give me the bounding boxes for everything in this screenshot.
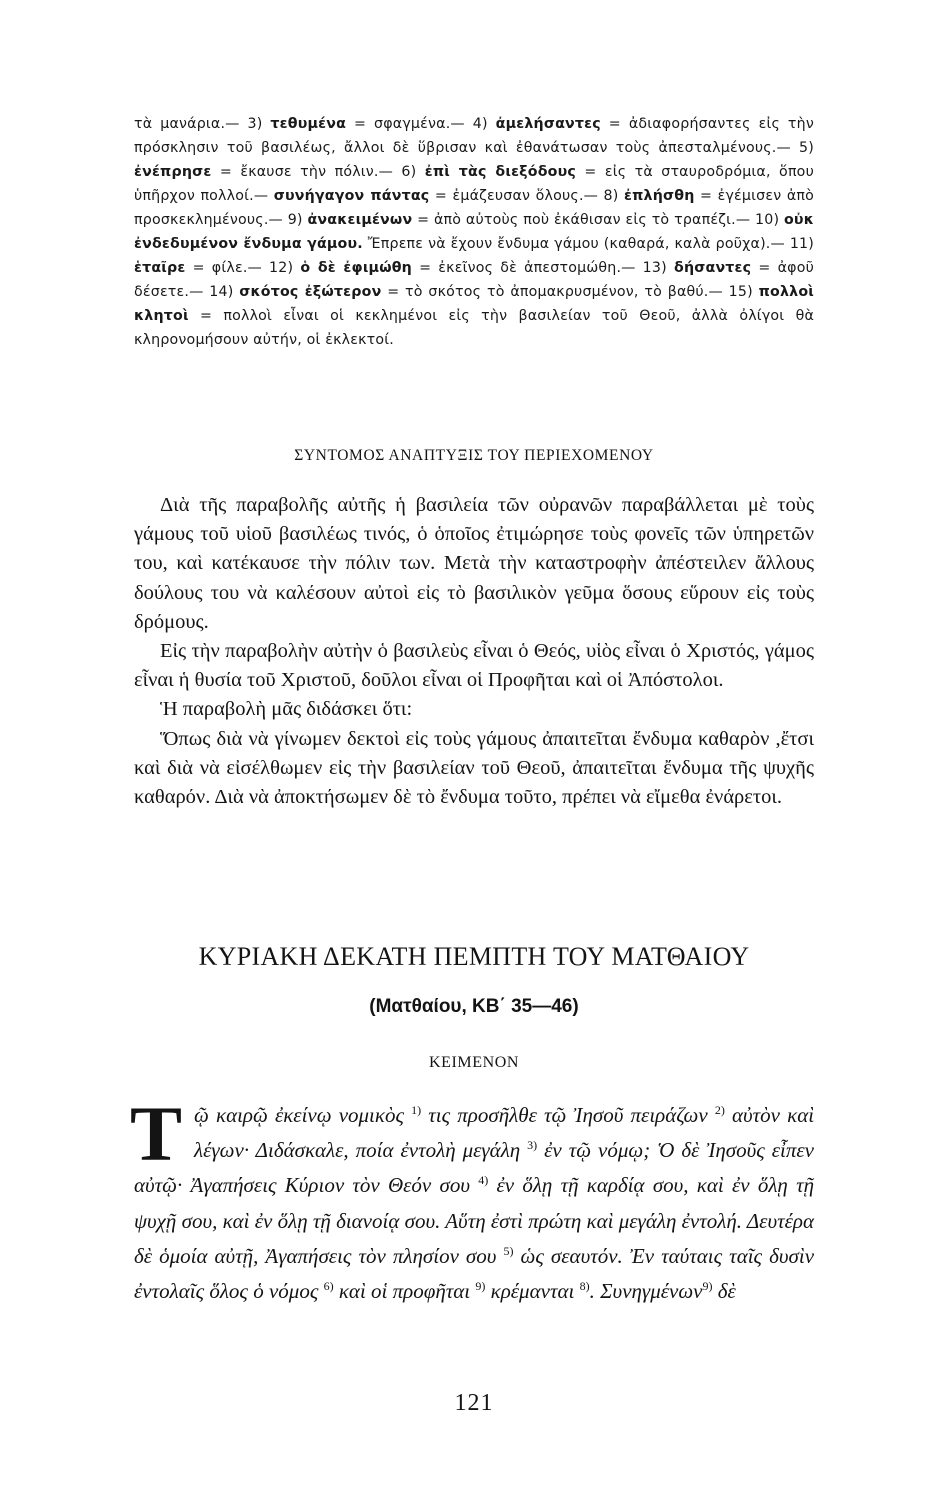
drop-cap: Τ (130, 1090, 183, 1177)
summary-body (134, 491, 814, 812)
note-term: πολλοὶ κλητοὶ (134, 284, 815, 324)
scripture-run: κρέμανται (490, 1279, 575, 1304)
summary-paragraph: Εἰς τὴν παραβολὴν αὐτὴν ὁ βασιλεὺς εἶναι ὁ Θεός, υἱὸς εἶναι ὁ Χριστός, γάμος εἶναι ἡ θυσία τοῦ Χριστοῦ, δοῦλοι εἶναι οἱ Προφῆται καὶ οἱ Ἀπόστολοι. (134, 640, 814, 692)
note-text: = ἐμάζευσαν ὅλους.— 8) (434, 188, 619, 204)
footnote-marker: 6) (323, 1279, 334, 1294)
note-term: ἀμελήσαντες (495, 116, 601, 132)
text-label: ΚΕΙΜΕΝΟΝ (428, 1054, 520, 1071)
note-text: = σφαγμένα.— 4) (354, 116, 488, 132)
note-term: ἐπὶ τὰς διεξόδους (424, 164, 576, 180)
note-text: = πολλοὶ εἶναι οἱ κεκλημένοι εἰς τὴν βασιλείαν τοῦ Θεοῦ, ἀλλὰ ὀλίγοι θὰ κληρονομήσουν αὐτήν, οἱ ἐκλεκτοί. (134, 308, 815, 348)
note-text: = ἀδιαφορήσαντες εἰς τὴν πρόσκλησιν τοῦ βασιλέως, ἄλλοι δὲ ὕβρισαν καὶ ἐθανάτωσαν τοὺς ἀπεσταλμένους.— 5) (134, 116, 814, 156)
note-term: ὁ δὲ ἐφιμώθη (300, 260, 412, 276)
note-text: = ἀφοῦ δέσετε.— 14) (134, 260, 815, 300)
note-term: δήσαντες (674, 260, 752, 276)
scripture-run: ἐν τῷ νόμῳ; Ὁ δὲ Ἰησοῦς εἶπεν αὐτῷ· Ἀγαπήσεις Κύριον τὸν Θεόν σου (134, 1138, 814, 1198)
note-term: ἀνακειμένων (307, 212, 413, 228)
footnote-marker: 4) (478, 1173, 489, 1188)
note-text: τὰ μανάρια.— 3) (134, 116, 263, 132)
scripture-run: τις προσῆλθε τῷ Ἰησοῦ πειράζων (428, 1103, 708, 1127)
scripture-run: καὶ οἱ προφῆται (338, 1279, 471, 1304)
note-text: = ἔκαυσε τὴν πόλιν.— 6) (219, 164, 417, 180)
footnote-marker: 3) (527, 1138, 538, 1153)
note-term: οὐκ ἐνδεδυμένον ἔνδυμα γάμου. (134, 212, 814, 252)
note-term: ἐνέπρησε (134, 164, 212, 180)
page-number: 121 (454, 1390, 494, 1416)
summary-paragraph: Ἡ παραβολὴ μᾶς διδάσκει ὅτι: (160, 698, 413, 721)
note-text: = ἐγέμισεν ἀπὸ προσκεκλημένους.— 9) (134, 188, 815, 228)
note-text: = τὸ σκότος τὸ ἀπομακρυσμένον, τὸ βαθύ.— 15) (387, 284, 753, 300)
chapter-title: ΚΥΡΙΑΚΗ ΔΕΚΑΤΗ ΠΕΜΠΤΗ ΤΟΥ ΜΑΤΘΑΙΟΥ (198, 942, 750, 971)
note-term: ἑταῖρε (134, 260, 186, 276)
note-term: σκότος ἐξώτερον (239, 284, 382, 300)
footnote-marker: 5) (503, 1243, 514, 1258)
note-term: τεθυμένα (270, 116, 347, 132)
footnote-marker: 9) (475, 1279, 486, 1294)
scripture-text (130, 1090, 815, 1309)
note-text: Ἔπρεπε νὰ ἔχουν ἔνδυμα γάμου (καθαρά, καλὰ ροῦχα).— 11) (367, 236, 815, 252)
note-text: = ἀπὸ αὐτοὺς ποὺ ἐκάθισαν εἰς τὸ τραπέζι.— 10) (417, 212, 780, 228)
note-text: = ἐκεῖνος δὲ ἀπεστομώθη.— 13) (419, 260, 667, 276)
footnote-marker: 9) (702, 1279, 713, 1294)
note-text: = φίλε.— 12) (192, 260, 294, 276)
footnote-marker: 1) (411, 1103, 422, 1117)
scripture-run: ῷ καιρῷ ἐκείνῳ νομικὸς (194, 1103, 404, 1127)
footnotes-block (134, 112, 814, 352)
summary-paragraph: Ὅπως διὰ νὰ γίνωμεν δεκτοὶ εἰς τοὺς γάμους ἀπαιτεῖται ἔνδυμα καθαρὸν ,ἔτσι καὶ διὰ νὰ εἰσέλθωμεν εἰς τὴν βασιλείαν τοῦ Θεοῦ, ἀπαιτεῖται ἔνδυμα τῆς ψυχῆς καθαρόν. Διὰ νὰ ἀποκτήσωμεν δὲ τὸ ἔνδυμα τοῦτο, πρέπει νὰ εἴμεθα ἐνάρετοι. (134, 727, 814, 809)
note-term: συνήγαγον πάντας (273, 188, 430, 204)
scripture-run: ὡς σεαυτόν. Ἐν ταύταις ταῖς δυσὶν ἐντολαῖς ὅλος ὁ νόμος (134, 1243, 815, 1304)
scripture-run: δὲ (717, 1279, 736, 1304)
scripture-run: ἐν ὅλῃ τῇ καρδίᾳ σου, καὶ ἐν ὅλῃ τῇ ψυχῇ σου, καὶ ἐν ὅλῃ τῇ διανοίᾳ σου. Αὕτη ἐστὶ πρώτη καὶ μεγάλη ἐντολή. Δευτέρα δὲ ὁμοία αὐτῇ, Ἀγαπήσεις τὸν πλησίον σου (134, 1173, 815, 1268)
scripture-run: . Συνηγμένων (589, 1279, 703, 1304)
note-text: = εἰς τὰ σταυροδρόμια, ὅπου ὑπῆρχον πολλοί.— (134, 164, 814, 204)
summary-heading: ΣΥΝΤΟΜΟΣ ΑΝΑΠΤΥΞΙΣ ΤΟΥ ΠΕΡΙΕΧΟΜΕΝΟΥ (294, 447, 654, 464)
footnote-marker: 8) (579, 1279, 590, 1294)
chapter-reference: (Ματθαίου, ΚΒ΄ 35—46) (369, 996, 579, 1017)
summary-paragraph: Διὰ τῆς παραβολῆς αὐτῆς ἡ βασιλεία τῶν οὐρανῶν παραβάλλεται μὲ τοὺς γάμους τοῦ υἱοῦ βασιλέως τινός, ὁ ὁποῖος ἐτιμώρησε τοὺς φονεῖς τῶν ὑπηρετῶν του, καὶ κατέκαυσε τὴν πόλιν των. Μετὰ τὴν καταστροφὴν ἀπέστειλεν ἄλλους δούλους του νὰ καλέσουν αὐτοὶ εἰς τὸ βασιλικὸν γεῦμα ὅσους εὕρουν εἰς τοὺς δρόμους. (134, 494, 814, 633)
scripture-run: αὐτὸν καὶ λέγων· Διδάσκαλε, ποία ἐντολὴ μεγάλη (194, 1103, 815, 1163)
note-term: ἐπλήσθη (624, 188, 695, 204)
footnote-marker: 2) (714, 1103, 725, 1117)
